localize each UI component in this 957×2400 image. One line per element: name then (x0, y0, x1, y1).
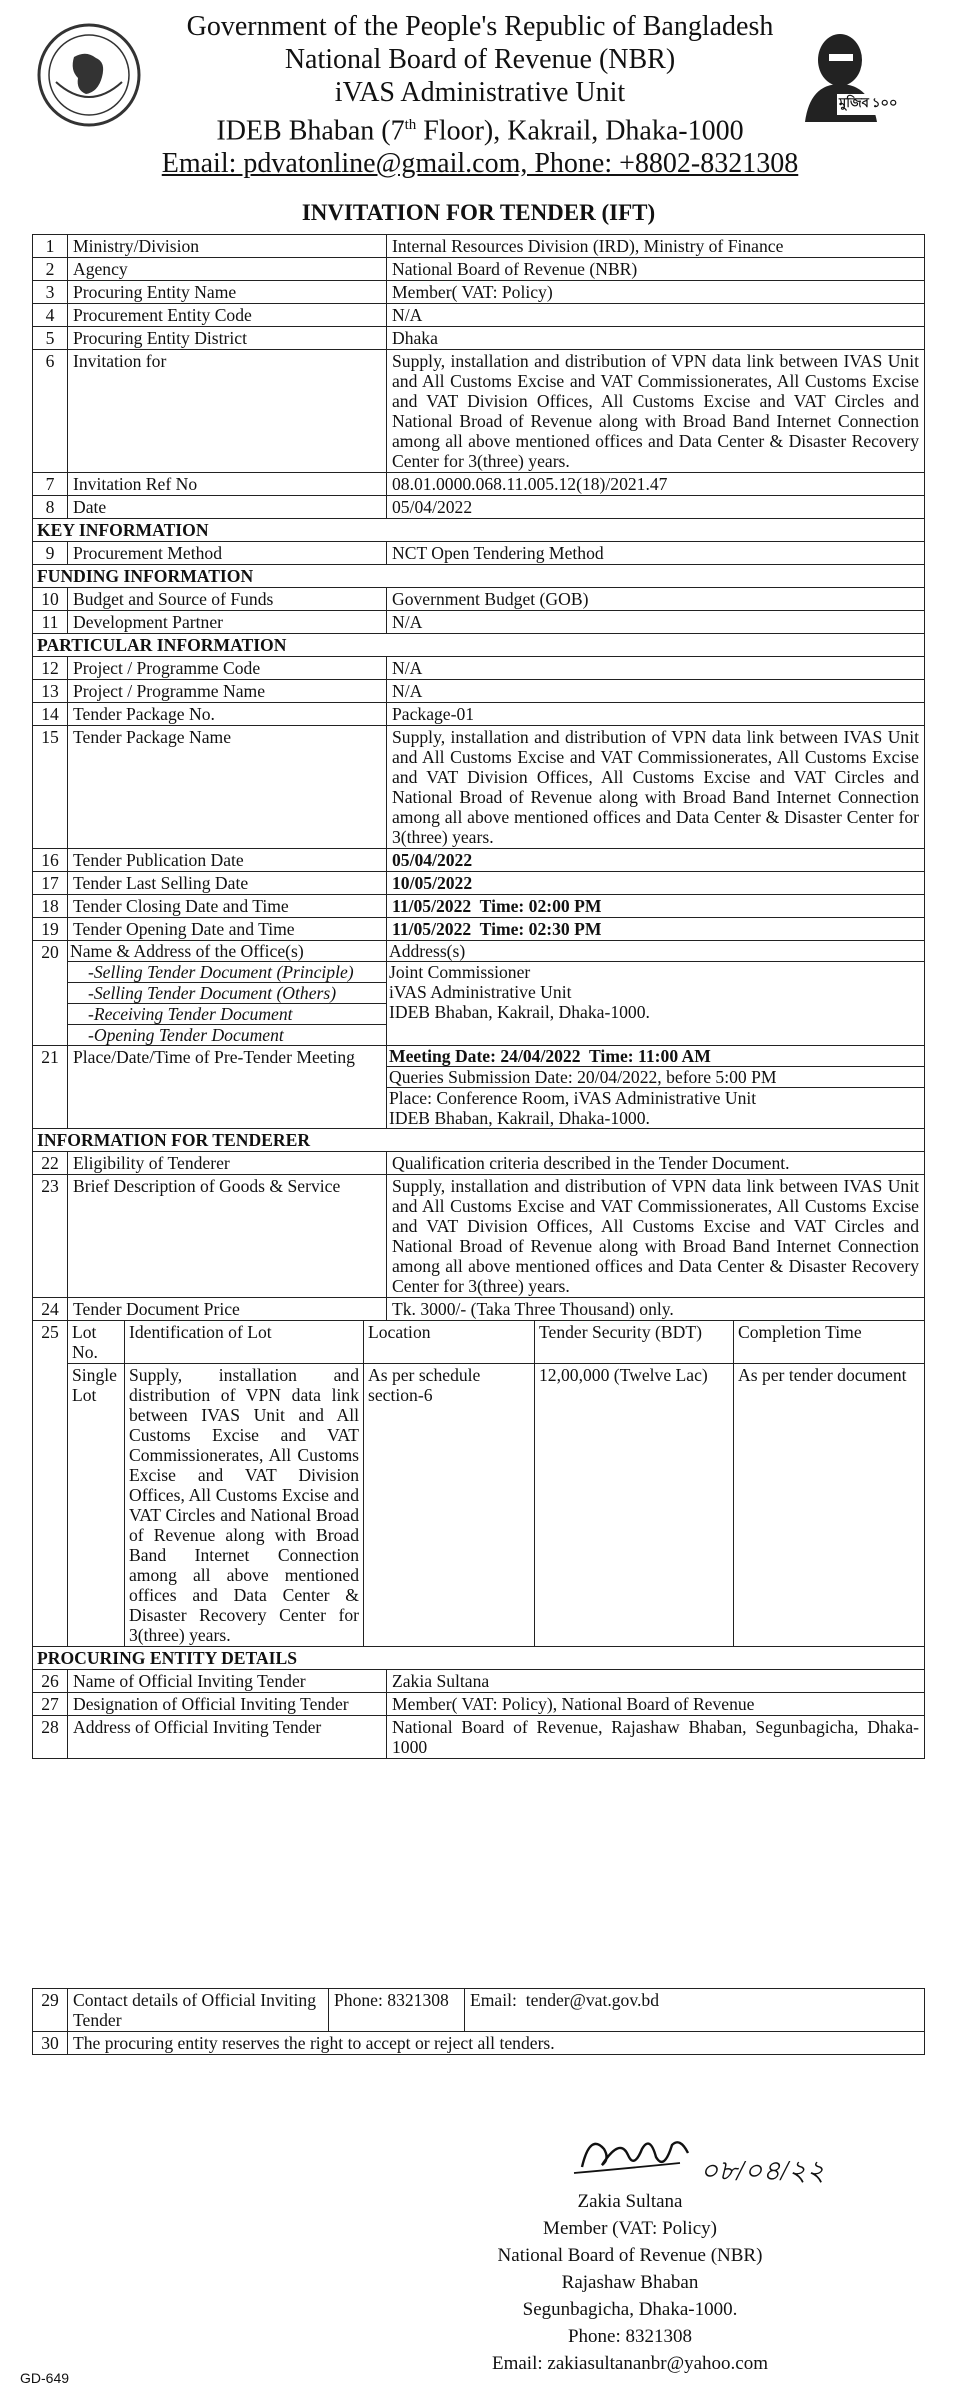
table-row: 17 Tender Last Selling Date 10/05/2022 (33, 872, 925, 895)
signatory-building: Rajashaw Bhaban (561, 2272, 699, 2293)
publication-code: GD-649 (20, 2370, 70, 2386)
letterhead (0, 0, 957, 185)
signature-block (440, 2188, 820, 2377)
table-row: 15 Tender Package Name Supply, installation and distribution of VPN data link between IVAS Unit and All Customs Excise and VAT Commissionerates, All Customs Excise and VAT Division Offices, All Customs Excise and VAT Circles and National Broad of Revenue along with Broad Band Internet Connection among all above mentioned offices and Data Center & Disaster Center for 3(three) years. (33, 726, 925, 849)
table-row: 24 Tender Document Price Tk. 3000/- (Taka Three Thousand) only. (33, 1298, 925, 1321)
table-row: 5 Procuring Entity District Dhaka (33, 327, 925, 350)
table-row: 20 Name & Address of the Office(s) -Selling Tender Document (Principle) -Selling Tender Document (Others) -Receiving Tender Document -Opening Tender Document Address(s) Joint Commissioner iVAS Administrative Unit IDEB Bhaban, Kakrail, Dhaka-1000. (33, 941, 925, 1046)
table-row: 29 Contact details of Official Inviting Tender Phone: 8321308 Email: tender@vat.gov.bd (33, 1989, 925, 2032)
signatory-phone: Phone: 8321308 (567, 2326, 693, 2347)
table-row: 18 Tender Closing Date and Time 11/05/2022 Time: 02:00 PM (33, 895, 925, 918)
signatory-email: Email: zakiasultananbr@yahoo.com (491, 2353, 769, 2374)
signatory-org: National Board of Revenue (NBR) (497, 2245, 763, 2266)
page-title: INVITATION FOR TENDER (IFT) (301, 200, 656, 225)
table-row: 11 Development Partner N/A (33, 611, 925, 634)
table-row: 12 Project / Programme Code N/A (33, 657, 925, 680)
table-row: 7 Invitation Ref No 08.01.0000.068.11.005.12(18)/2021.47 (33, 473, 925, 496)
table-row: 6 Invitation for Supply, installation and distribution of VPN data link between IVAS Unit and All Customs Excise and VAT Commissionerates, All Customs Excise and VAT Division Offices, All Customs Excise and VAT Circles and National Broad of Revenue along with Broad Band Internet Connection among all above mentioned offices and Data Center & Disaster Recovery Center for 3(three) years. (33, 350, 925, 473)
table-row: 16 Tender Publication Date 05/04/2022 (33, 849, 925, 872)
table-row: 30 The procuring entity reserves the right to accept or reject all tenders. (33, 2032, 925, 2055)
contact-table (32, 1988, 925, 2055)
table-row: 4 Procurement Entity Code N/A (33, 304, 925, 327)
table-row: 2 Agency National Board of Revenue (NBR) (33, 258, 925, 281)
table-row: 26 Name of Official Inviting Tender Zakia Sultana (33, 1670, 925, 1693)
section-heading: FUNDING INFORMATION (33, 565, 925, 588)
table-row: 21 Place/Date/Time of Pre-Tender Meeting Meeting Date: 24/04/2022 Time: 11:00 AM Queries Submission Date: 20/04/2022, before 5:00 PM Place: Conference Room, iVAS Administrative Unit IDEB Bhaban, Kakrail, Dhaka-1000. (33, 1046, 925, 1129)
signatory-name: Zakia Sultana (577, 2191, 683, 2212)
table-row: 27 Designation of Official Inviting Tender Member( VAT: Policy), National Board of Revenue (33, 1693, 925, 1716)
meeting-details: Meeting Date: 24/04/2022 Time: 11:00 AM Queries Submission Date: 20/04/2022, before 5:00 PM Place: Conference Room, iVAS Administrative Unit IDEB Bhaban, Kakrail, Dhaka-1000. (387, 1046, 924, 1128)
table-row: 25 Lot No. Identification of Lot Location Tender Security (BDT) Completion Time Single Lot Supply, installation and distribution of VPN data link between IVAS Unit and All Customs Excise and VAT Commissionerates, All Customs Excise and VAT Division Offices, All Customs Excise and VAT Circles and National Broad of Revenue along with Broad Band Internet Connection among all above mentioned offices and Data Center & Disaster Recovery Center for 3(three) years. As per schedule section-6 12,00,000 (Twelve Lac) As per tender document (33, 1321, 925, 1647)
table-row: 8 Date 05/04/2022 (33, 496, 925, 519)
section-heading: KEY INFORMATION (33, 519, 925, 542)
table-row: 22 Eligibility of Tenderer Qualification criteria described in the Tender Document. (33, 1152, 925, 1175)
section-heading: INFORMATION FOR TENDERER (33, 1129, 925, 1152)
header-nbr: National Board of Revenue (NBR) (284, 44, 676, 75)
portrait-caption: মুজিব ১০০ (837, 94, 899, 115)
office-address: Address(s) Joint Commissioner iVAS Administrative Unit IDEB Bhaban, Kakrail, Dhaka-1000. (387, 941, 924, 1022)
header-address: IDEB Bhaban (7th Floor), Kakrail, Dhaka-1000 (216, 115, 744, 147)
lot-table: Lot No. Identification of Lot Location Tender Security (BDT) Completion Time Single Lot Supply, installation and distribution of VPN data link between IVAS Unit and All Customs Excise and VAT Commissionerates, All Customs Excise and VAT Division Offices, All Customs Excise and VAT Circles and National Broad of Revenue along with Broad Band Internet Connection among all above mentioned offices and Data Center & Disaster Recovery Center for 3(three) years. As per schedule section-6 12,00,000 (Twelve Lac) As per tender document (68, 1321, 924, 1646)
header-unit: iVAS Administrative Unit (334, 77, 626, 108)
table-row: 10 Budget and Source of Funds Government Budget (GOB) (33, 588, 925, 611)
section-heading: PARTICULAR INFORMATION (33, 634, 925, 657)
table-row: 13 Project / Programme Name N/A (33, 680, 925, 703)
table-row: 19 Tender Opening Date and Time 11/05/2022 Time: 02:30 PM (33, 918, 925, 941)
mujib-100-logo (785, 22, 925, 122)
table-row: 3 Procuring Entity Name Member( VAT: Policy) (33, 281, 925, 304)
table-row: 28 Address of Official Inviting Tender National Board of Revenue, Rajashaw Bhaban, Segunbagicha, Dhaka-1000 (33, 1716, 925, 1759)
office-list: Name & Address of the Office(s) -Selling Tender Document (Principle) -Selling Tender Document (Others) -Receiving Tender Document -Opening Tender Document (68, 941, 386, 1045)
table-row: 14 Tender Package No. Package-01 (33, 703, 925, 726)
signatory-designation: Member (VAT: Policy) (543, 2218, 717, 2239)
table-row: 1 Ministry/Division Internal Resources Division (IRD), Ministry of Finance (33, 235, 925, 258)
tender-table (32, 234, 925, 1759)
table-row: 9 Procurement Method NCT Open Tendering Method (33, 542, 925, 565)
signature-date: ০৮/০৪/২২ (700, 2156, 825, 2187)
signatory-area: Segunbagicha, Dhaka-1000. (522, 2299, 738, 2320)
header-government: Government of the People's Republic of Bangladesh (186, 11, 774, 42)
table-row: 23 Brief Description of Goods & Service Supply, installation and distribution of VPN data link between IVAS Unit and All Customs Excise and VAT Commissionerates, All Customs Excise and VAT Division Offices, All Customs Excise and VAT Circles and National Broad of Revenue along with Broad Band Internet Connection among all above mentioned offices and Data Center & Disaster Recovery Center for 3(three) years. (33, 1175, 925, 1298)
section-heading: PROCURING ENTITY DETAILS (33, 1647, 925, 1670)
nbr-seal-icon (36, 22, 142, 128)
header-contact: Email: pdvatonline@gmail.com, Phone: +8802-8321308 (161, 148, 799, 180)
